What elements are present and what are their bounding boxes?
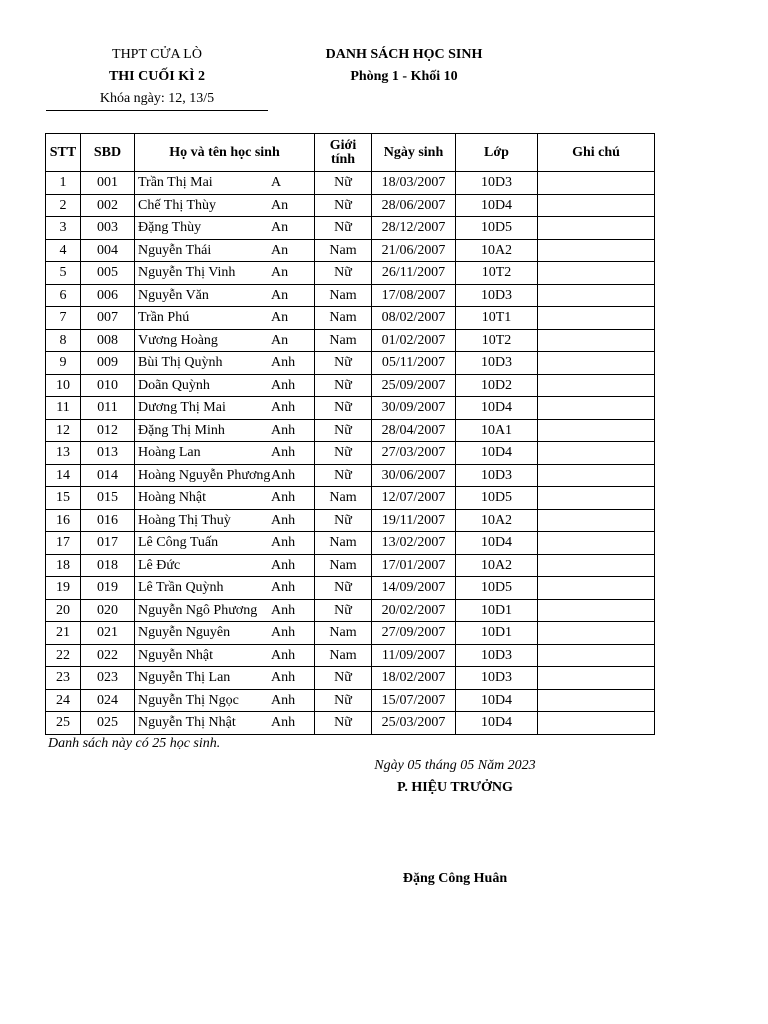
given-name: Anh <box>271 580 296 596</box>
cell-stt: 1 <box>46 172 81 195</box>
cell-dob: 28/04/2007 <box>372 419 456 442</box>
given-name: An <box>271 310 289 326</box>
given-name: Anh <box>271 557 296 573</box>
cell-name <box>135 262 315 285</box>
family-name: Dương Thị Mai <box>138 400 226 416</box>
given-name: An <box>271 332 289 348</box>
given-name: An <box>271 220 289 236</box>
cell-sbd: 013 <box>81 442 135 465</box>
table-row <box>46 464 655 487</box>
cell-sbd: 021 <box>81 622 135 645</box>
cell-class: 10D4 <box>456 194 538 217</box>
family-name: Nguyễn Thị Lan <box>138 670 231 686</box>
cell-gender: Nam <box>315 644 372 667</box>
cell-class: 10D5 <box>456 217 538 240</box>
col-class: Lớp <box>456 134 538 172</box>
cell-name <box>135 307 315 330</box>
cell-sbd: 015 <box>81 487 135 510</box>
cell-stt: 11 <box>46 397 81 420</box>
cell-sbd: 001 <box>81 172 135 195</box>
cell-name <box>135 442 315 465</box>
cell-stt: 13 <box>46 442 81 465</box>
cell-gender: Nữ <box>315 442 372 465</box>
table-row <box>46 397 655 420</box>
cell-note <box>538 532 655 555</box>
cell-dob: 28/06/2007 <box>372 194 456 217</box>
cell-sbd: 023 <box>81 667 135 690</box>
table-row <box>46 599 655 622</box>
cell-class: 10A2 <box>456 509 538 532</box>
cell-stt: 21 <box>46 622 81 645</box>
cell-note <box>538 307 655 330</box>
cell-note <box>538 217 655 240</box>
cell-dob: 25/03/2007 <box>372 712 456 735</box>
cell-gender: Nữ <box>315 374 372 397</box>
family-name: Lê Đức <box>138 557 181 573</box>
cell-name <box>135 284 315 307</box>
given-name: Anh <box>271 377 296 393</box>
cell-name <box>135 554 315 577</box>
cell-sbd: 011 <box>81 397 135 420</box>
cell-dob: 27/03/2007 <box>372 442 456 465</box>
cell-class: 10D4 <box>456 712 538 735</box>
family-name: Đặng Thùy <box>138 220 202 236</box>
family-name: Hoàng Thị Thuỳ <box>138 512 231 528</box>
cell-class: 10T1 <box>456 307 538 330</box>
family-name: Nguyễn Văn <box>138 287 209 303</box>
given-name: Anh <box>271 602 296 618</box>
cell-stt: 8 <box>46 329 81 352</box>
cell-dob: 12/07/2007 <box>372 487 456 510</box>
family-name: Nguyễn Ngô Phương <box>138 602 258 618</box>
col-gender-line2: tính <box>330 151 356 167</box>
cell-class: 10D1 <box>456 622 538 645</box>
signer-name: Đặng Công Huân <box>402 871 508 886</box>
cell-stt: 10 <box>46 374 81 397</box>
cell-name <box>135 599 315 622</box>
cell-sbd: 022 <box>81 644 135 667</box>
cell-stt: 19 <box>46 577 81 600</box>
cell-gender: Nữ <box>315 262 372 285</box>
cell-class: 10D3 <box>456 284 538 307</box>
cell-gender: Nữ <box>315 577 372 600</box>
family-name: Trần Thị Mai <box>138 175 213 191</box>
cell-stt: 16 <box>46 509 81 532</box>
cell-dob: 21/06/2007 <box>372 239 456 262</box>
cell-sbd: 020 <box>81 599 135 622</box>
header-left <box>46 44 268 111</box>
cell-note <box>538 442 655 465</box>
given-name: Anh <box>271 467 296 483</box>
cell-class: 10T2 <box>456 262 538 285</box>
cell-note <box>538 352 655 375</box>
col-sbd: SBD <box>81 134 135 172</box>
cell-name <box>135 577 315 600</box>
given-name: An <box>271 242 289 258</box>
cell-name <box>135 712 315 735</box>
cell-class: 10D3 <box>456 464 538 487</box>
cell-class: 10D1 <box>456 599 538 622</box>
document-title: DANH SÁCH HỌC SINH <box>325 47 483 62</box>
cell-name <box>135 689 315 712</box>
col-stt: STT <box>46 134 81 172</box>
given-name: Anh <box>271 670 296 686</box>
cell-note <box>538 329 655 352</box>
cell-stt: 12 <box>46 419 81 442</box>
cell-note <box>538 644 655 667</box>
cell-note <box>538 194 655 217</box>
cell-stt: 18 <box>46 554 81 577</box>
student-table <box>45 133 655 735</box>
table-row <box>46 622 655 645</box>
cell-class: 10A2 <box>456 239 538 262</box>
cell-gender: Nam <box>315 239 372 262</box>
table-row <box>46 442 655 465</box>
cell-dob: 13/02/2007 <box>372 532 456 555</box>
cell-gender: Nam <box>315 554 372 577</box>
cell-class: 10D3 <box>456 352 538 375</box>
family-name: Vương Hoàng <box>138 332 218 348</box>
cell-sbd: 006 <box>81 284 135 307</box>
table-row <box>46 262 655 285</box>
cell-dob: 14/09/2007 <box>372 577 456 600</box>
family-name: Hoàng Nguyễn Phương <box>138 467 271 483</box>
family-name: Nguyễn Nhật <box>138 647 214 663</box>
cell-stt: 22 <box>46 644 81 667</box>
given-name: Anh <box>271 647 296 663</box>
cell-gender: Nam <box>315 487 372 510</box>
given-name: Anh <box>271 355 296 371</box>
cell-class: 10D4 <box>456 532 538 555</box>
table-row <box>46 352 655 375</box>
cell-note <box>538 397 655 420</box>
table-row <box>46 667 655 690</box>
cell-gender: Nam <box>315 284 372 307</box>
cell-sbd: 003 <box>81 217 135 240</box>
table-row <box>46 577 655 600</box>
signer-title: P. HIỆU TRƯỞNG <box>397 780 513 795</box>
cell-class: 10D5 <box>456 577 538 600</box>
cell-note <box>538 554 655 577</box>
table-row <box>46 487 655 510</box>
cell-class: 10D3 <box>456 172 538 195</box>
family-name: Lê Công Tuấn <box>138 535 219 551</box>
given-name: An <box>271 265 289 281</box>
table-row <box>46 689 655 712</box>
given-name: An <box>271 287 289 303</box>
cell-dob: 27/09/2007 <box>372 622 456 645</box>
given-name: Anh <box>271 715 296 731</box>
cell-dob: 17/01/2007 <box>372 554 456 577</box>
cell-name <box>135 329 315 352</box>
cell-dob: 19/11/2007 <box>372 509 456 532</box>
cell-gender: Nữ <box>315 419 372 442</box>
cell-gender: Nữ <box>315 217 372 240</box>
cell-class: 10D2 <box>456 374 538 397</box>
cell-stt: 24 <box>46 689 81 712</box>
cell-gender: Nữ <box>315 599 372 622</box>
cell-gender: Nam <box>315 307 372 330</box>
cell-stt: 23 <box>46 667 81 690</box>
cell-stt: 15 <box>46 487 81 510</box>
cell-dob: 05/11/2007 <box>372 352 456 375</box>
cell-note <box>538 239 655 262</box>
cell-name <box>135 509 315 532</box>
cell-stt: 25 <box>46 712 81 735</box>
table-row <box>46 554 655 577</box>
cell-name <box>135 644 315 667</box>
cell-note <box>538 284 655 307</box>
table-row <box>46 217 655 240</box>
cell-note <box>538 509 655 532</box>
cell-sbd: 007 <box>81 307 135 330</box>
col-dob: Ngày sinh <box>372 134 456 172</box>
cell-note <box>538 577 655 600</box>
cell-sbd: 018 <box>81 554 135 577</box>
cell-note <box>538 712 655 735</box>
cell-name <box>135 374 315 397</box>
room-label: Phòng 1 - Khối 10 <box>350 69 458 84</box>
cell-class: 10T2 <box>456 329 538 352</box>
cell-class: 10D3 <box>456 644 538 667</box>
cell-gender: Nữ <box>315 712 372 735</box>
cell-class: 10D5 <box>456 487 538 510</box>
cell-gender: Nữ <box>315 464 372 487</box>
cell-stt: 5 <box>46 262 81 285</box>
cell-stt: 3 <box>46 217 81 240</box>
family-name: Nguyễn Thái <box>138 242 212 258</box>
table-row <box>46 172 655 195</box>
cell-stt: 9 <box>46 352 81 375</box>
cell-note <box>538 419 655 442</box>
cell-note <box>538 464 655 487</box>
cell-dob: 26/11/2007 <box>372 262 456 285</box>
table-row <box>46 712 655 735</box>
family-name: Nguyễn Thị Vinh <box>138 265 236 281</box>
school-name: THPT CỬA LÒ <box>112 47 202 62</box>
family-name: Nguyễn Thị Ngọc <box>138 692 239 708</box>
table-row <box>46 374 655 397</box>
family-name: Lê Trần Quỳnh <box>138 580 224 596</box>
col-notes: Ghi chú <box>538 134 655 172</box>
given-name: Anh <box>271 535 296 551</box>
cell-stt: 7 <box>46 307 81 330</box>
given-name: Anh <box>271 400 296 416</box>
table-row <box>46 644 655 667</box>
cell-note <box>538 622 655 645</box>
cell-note <box>538 172 655 195</box>
cell-name <box>135 532 315 555</box>
family-name: Doãn Quỳnh <box>138 377 210 393</box>
cell-dob: 08/02/2007 <box>372 307 456 330</box>
cell-sbd: 009 <box>81 352 135 375</box>
cell-gender: Nữ <box>315 352 372 375</box>
cell-name <box>135 667 315 690</box>
exam-dates: Khóa ngày: 12, 13/5 <box>46 88 268 111</box>
cell-note <box>538 262 655 285</box>
given-name: Anh <box>271 692 296 708</box>
cell-dob: 20/02/2007 <box>372 599 456 622</box>
cell-gender: Nữ <box>315 397 372 420</box>
cell-name <box>135 217 315 240</box>
family-name: Chế Thị Thùy <box>138 197 217 213</box>
cell-class: 10D4 <box>456 442 538 465</box>
cell-gender: Nam <box>315 532 372 555</box>
count-note: Danh sách này có 25 học sinh. <box>48 736 221 751</box>
cell-dob: 18/03/2007 <box>372 172 456 195</box>
cell-note <box>538 599 655 622</box>
cell-sbd: 004 <box>81 239 135 262</box>
family-name: Đặng Thị Minh <box>138 422 225 438</box>
cell-note <box>538 374 655 397</box>
given-name: Anh <box>271 625 296 641</box>
cell-sbd: 014 <box>81 464 135 487</box>
cell-name <box>135 419 315 442</box>
family-name: Nguyễn Thị Nhật <box>138 715 236 731</box>
cell-gender: Nam <box>315 329 372 352</box>
given-name: Anh <box>271 445 296 461</box>
cell-note <box>538 689 655 712</box>
table-row <box>46 239 655 262</box>
cell-sbd: 012 <box>81 419 135 442</box>
col-gender-line1: Giới <box>329 137 357 153</box>
cell-sbd: 019 <box>81 577 135 600</box>
table-row <box>46 284 655 307</box>
cell-dob: 17/08/2007 <box>372 284 456 307</box>
cell-class: 10A1 <box>456 419 538 442</box>
family-name: Bùi Thị Quỳnh <box>138 355 223 371</box>
cell-name <box>135 352 315 375</box>
cell-stt: 17 <box>46 532 81 555</box>
cell-stt: 20 <box>46 599 81 622</box>
cell-class: 10D4 <box>456 397 538 420</box>
table-row <box>46 419 655 442</box>
cell-name <box>135 622 315 645</box>
cell-name <box>135 239 315 262</box>
cell-note <box>538 487 655 510</box>
family-name: Hoàng Lan <box>138 445 201 461</box>
cell-dob: 18/02/2007 <box>372 667 456 690</box>
exam-name: THI CUỐI KÌ 2 <box>108 69 206 84</box>
family-name: Nguyễn Nguyên <box>138 625 231 641</box>
cell-dob: 01/02/2007 <box>372 329 456 352</box>
cell-dob: 25/09/2007 <box>372 374 456 397</box>
table-row <box>46 194 655 217</box>
given-name: Anh <box>271 422 296 438</box>
cell-sbd: 017 <box>81 532 135 555</box>
cell-sbd: 016 <box>81 509 135 532</box>
cell-gender: Nam <box>315 622 372 645</box>
cell-class: 10A2 <box>456 554 538 577</box>
signature-date: Ngày 05 tháng 05 Năm 2023 <box>374 758 536 773</box>
table-row <box>46 307 655 330</box>
cell-stt: 4 <box>46 239 81 262</box>
cell-gender: Nữ <box>315 689 372 712</box>
cell-sbd: 025 <box>81 712 135 735</box>
cell-dob: 30/06/2007 <box>372 464 456 487</box>
cell-name <box>135 464 315 487</box>
table-header-row <box>46 134 655 172</box>
cell-dob: 30/09/2007 <box>372 397 456 420</box>
cell-dob: 28/12/2007 <box>372 217 456 240</box>
cell-name <box>135 172 315 195</box>
cell-gender: Nữ <box>315 172 372 195</box>
cell-sbd: 024 <box>81 689 135 712</box>
cell-gender: Nữ <box>315 194 372 217</box>
given-name: A <box>271 175 282 191</box>
col-gender <box>315 134 372 172</box>
cell-class: 10D3 <box>456 667 538 690</box>
header-right <box>300 44 508 88</box>
cell-stt: 6 <box>46 284 81 307</box>
family-name: Trần Phú <box>138 310 190 326</box>
cell-class: 10D4 <box>456 689 538 712</box>
cell-dob: 15/07/2007 <box>372 689 456 712</box>
given-name: Anh <box>271 512 296 528</box>
given-name: An <box>271 197 289 213</box>
given-name: Anh <box>271 490 296 506</box>
cell-gender: Nữ <box>315 667 372 690</box>
family-name: Hoàng Nhật <box>138 490 207 506</box>
cell-note <box>538 667 655 690</box>
cell-dob: 11/09/2007 <box>372 644 456 667</box>
cell-name <box>135 194 315 217</box>
cell-gender: Nữ <box>315 509 372 532</box>
cell-sbd: 002 <box>81 194 135 217</box>
table-row <box>46 532 655 555</box>
cell-name <box>135 397 315 420</box>
cell-name <box>135 487 315 510</box>
table-row <box>46 509 655 532</box>
cell-sbd: 005 <box>81 262 135 285</box>
table-row <box>46 329 655 352</box>
cell-sbd: 008 <box>81 329 135 352</box>
cell-stt: 14 <box>46 464 81 487</box>
cell-sbd: 010 <box>81 374 135 397</box>
cell-stt: 2 <box>46 194 81 217</box>
col-name: Họ và tên học sinh <box>135 134 315 172</box>
